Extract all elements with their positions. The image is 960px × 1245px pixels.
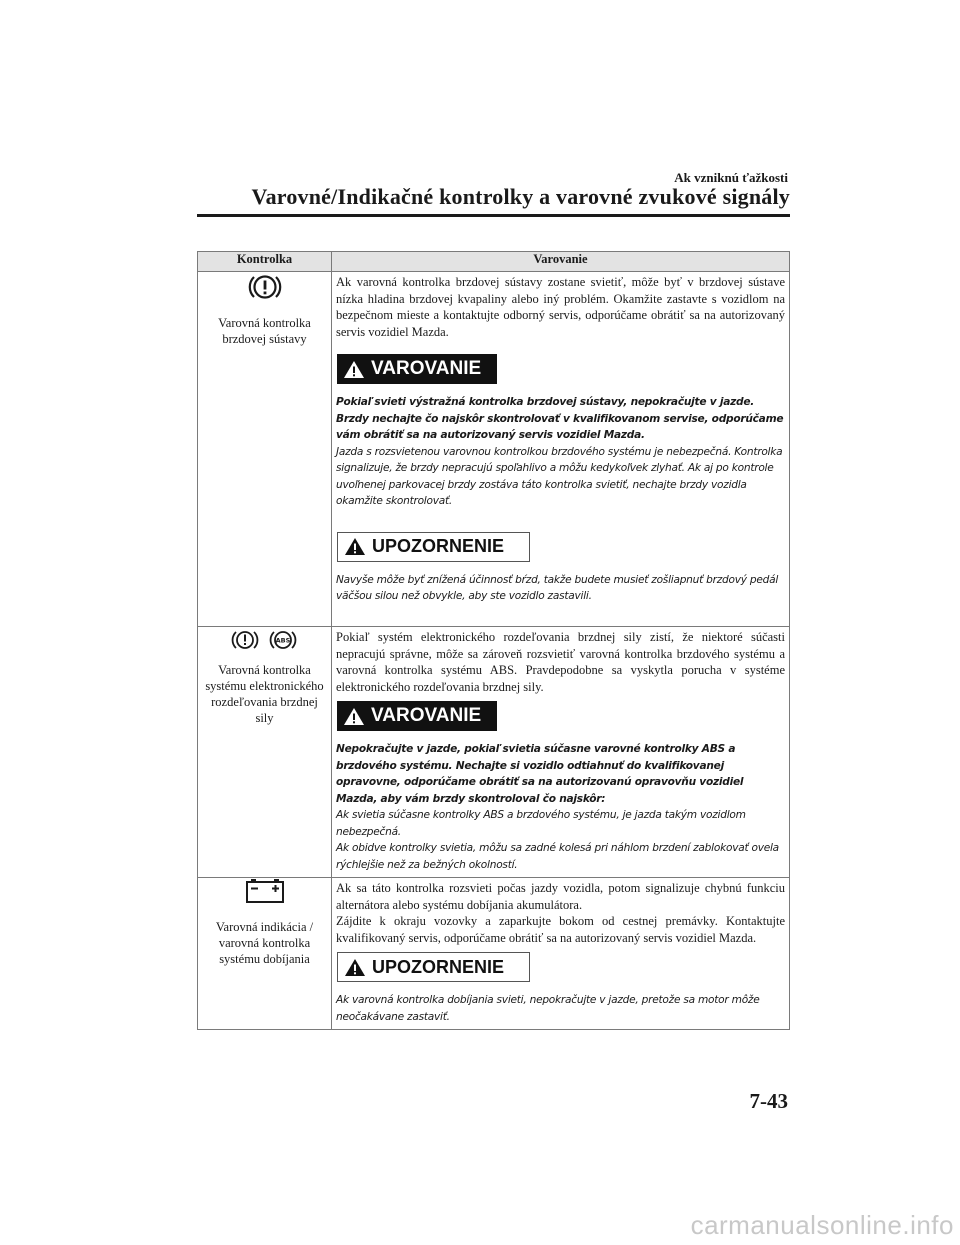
description-text: Ak sa táto kontrolka rozsvieti počas jazdy vozidla, potom signalizuje chybnú funkciu alternátora alebo systému dobíjania akumulátora. [336,881,785,912]
battery-icon [202,878,327,909]
warning-bold-text: Pokiaľ svieti výstražná kontrolka brzdovej sústavy, nepokračujte v jazde. Brzdy nechajte čo najskôr skontrolovať v kvalifikovanom servise, odporúčame vám obrátiť sa na autorizovaný servis vozidiel Mazda. [336,396,784,441]
caution-triangle-icon [344,958,366,977]
indicator-label: Varovná kontrolka brzdovej sústavy [218,316,311,346]
description-text: Ak varovná kontrolka brzdovej sústavy zostane svietiť, môže byť v brzdovej sústave nízka hladina brzdovej kvapaliny alebo iný problém. Okamžite zastavte s vozidlom na bezpečnom mieste a kontaktujte odborný servis, odporúčame obrátiť sa na autorizovaný servis vozidiel Mazda. [336,275,785,339]
varovanie-badge [337,701,497,731]
upozornenie-badge [337,532,530,562]
table-row [198,627,790,878]
upozornenie-label: UPOZORNENIE [372,536,505,556]
abs-icon-text: ABS [275,636,290,645]
warning-text: Ak obidve kontrolky svietia, môžu sa zadné kolesá pri náhlom brzdení zablokovať ovela rýchlejšie než za bežných okolností. [336,842,779,871]
section-label: Ak vzniknú ťažkosti [674,170,788,185]
upozornenie-badge [337,952,530,982]
caution-triangle-icon [344,537,366,556]
table-row [198,272,790,627]
warning-triangle-icon [343,360,365,379]
warning-triangle-icon [343,707,365,726]
indicator-cell [198,272,332,627]
header-rule [197,214,790,217]
warning-lights-table [197,251,790,1030]
brake-abs-warning-icon [202,627,327,658]
warning-text-cell [332,878,790,1030]
watermark: carmanualsonline.info [690,1210,954,1240]
warning-text: Ak svietia súčasne kontrolky ABS a brzdového systému, je jazda takým vozidlom nebezpečná. [336,809,746,838]
page-number: 7-43 [749,1089,788,1113]
caution-text: Ak varovná kontrolka dobíjania svieti, nepokračujte v jazde, pretože sa motor môže neočakávane zastaviť. [336,994,760,1023]
brake-warning-icon [202,272,327,307]
varovanie-label: VAROVANIE [371,705,482,726]
description-text: Pokiaľ systém elektronického rozdeľovania brzdnej sily zistí, že niektoré súčasti nepracujú správne, môže sa zároveň rozsvietiť varovná kontrolka brzdového systému a varovná kontrolka systému ABS. Pravdepodobne sa vyskytla porucha v systéme elektronického rozdeľovania brzdnej sily. [336,630,785,694]
caution-text: Navyše môže byť znížená účinnosť bŕzd, takže budete musieť zošliapnuť brzdový pedál väčšou silou než obvykle, aby ste vozidlo zastavili. [336,573,779,602]
warning-text-cell [332,627,790,878]
column-header-varovanie: Varovanie [332,252,790,272]
indicator-cell [198,627,332,878]
column-header-kontrolka: Kontrolka [198,252,332,272]
warning-bold-text: Nepokračujte v jazde, pokiaľ svietia súčasne varovné kontrolky ABS a brzdového systému. Nechajte si vozidlo odtiahnuť do kvalifikovanej opravovne, odporúčame obrátiť sa na autorizovanú opravovňu vozidiel Mazda, aby vám brzdy skontroloval čo najskôr: [336,743,744,805]
varovanie-badge [337,354,497,384]
upozornenie-label: UPOZORNENIE [372,956,505,977]
varovanie-label: VAROVANIE [371,358,482,379]
description-text: Zájdite k okraju vozovky a zaparkujte bokom od cestnej premávky. Kontaktujte kvalifikovaný servis, odporúčame obrátiť sa na autorizovaný servis vozidiel Mazda. [336,914,785,945]
page-title: Varovné/Indikačné kontrolky a varovné zvukové signály [251,184,790,209]
indicator-label: Varovná kontrolka systému elektronického rozdeľovania brzdnej sily [205,663,324,725]
warning-text-cell [332,272,790,627]
table-header-row [198,252,790,272]
indicator-cell [198,878,332,1030]
indicator-label: Varovná indikácia / varovná kontrolka systému dobíjania [215,920,314,966]
warning-text: Jazda s rozsvietenou varovnou kontrolkou brzdového systému je nebezpečná. Kontrolka signalizuje, že brzdy nepracujú spoľahlivo a môžu kedykoľvek zlyhať. Ak aj po kontrole uvoľnenej parkovacej brzdy zostáva táto kontrolka svietiť, nechajte brzdy vozidla okamžite skontrolovať. [336,445,783,507]
table-row [198,878,790,1030]
